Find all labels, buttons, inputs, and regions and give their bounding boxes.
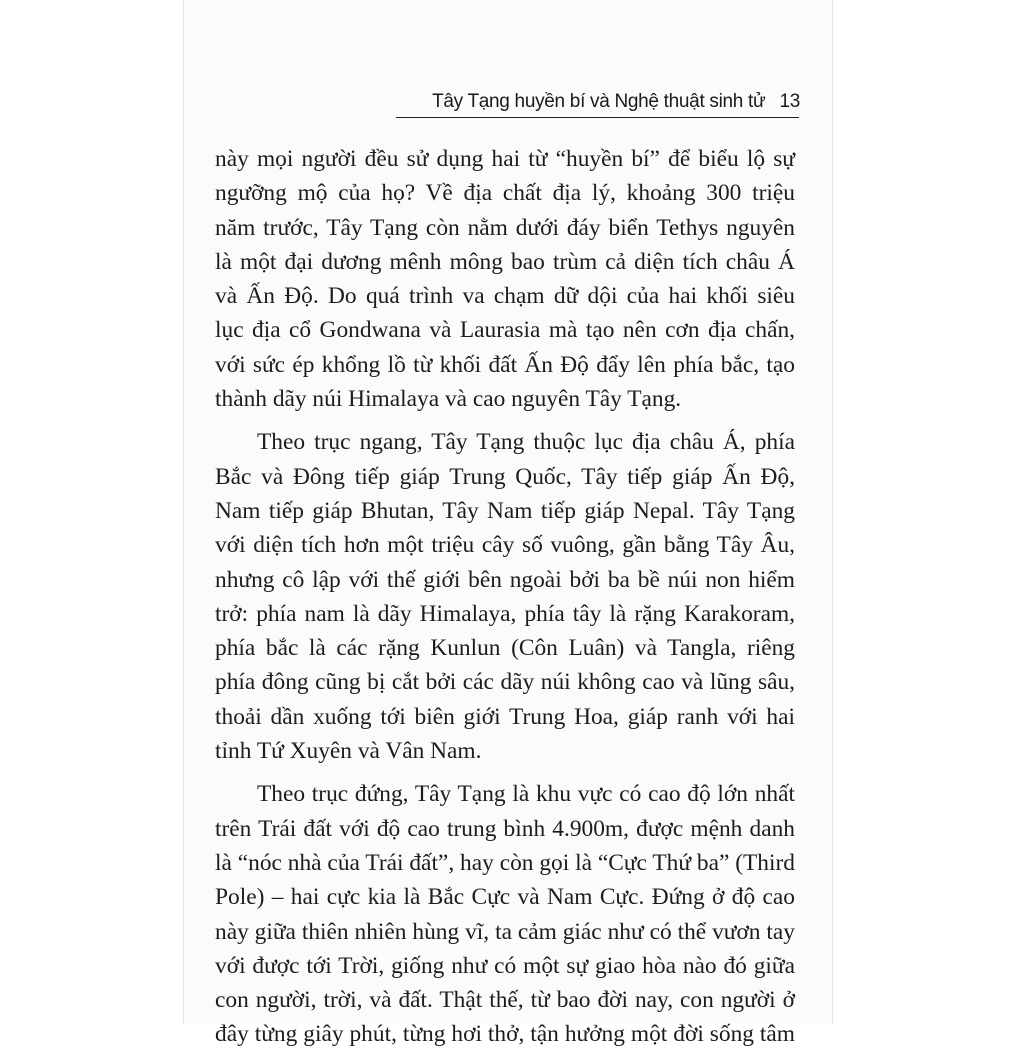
text-line: đây từng giây phút, từng hơi thở, tận hưởng một đời sống tâm: [215, 1021, 795, 1048]
text-line: thành dãy núi Himalaya và cao nguyên Tây Tạng.: [215, 386, 682, 413]
text-line: với sức ép khổng lồ từ khối đất Ấn Độ đẩy lên phía bắc, tạo: [215, 351, 795, 378]
text-line: với được tới Trời, giống như có một sự giao hòa nào đó giữa: [215, 952, 795, 979]
paragraph: [215, 777, 795, 1051]
text-line: Pole) – hai cực kia là Bắc Cực và Nam Cực. Đứng ở độ cao: [215, 884, 795, 911]
text-line: trở: phía nam là dãy Himalaya, phía tây là rặng Karakoram,: [215, 600, 795, 627]
text-line: và Ấn Độ. Do quá trình va chạm dữ dội của hai khối siêu: [215, 283, 795, 310]
page-number: 13: [779, 91, 800, 112]
paragraph: [215, 142, 795, 416]
text-line: lục địa cổ Gondwana và Laurasia mà tạo nên cơn địa chấn,: [215, 317, 795, 344]
text-line: nhưng cô lập với thế giới bên ngoài bởi ba bề núi non hiểm: [215, 566, 795, 593]
text-line: phía bắc là các rặng Kunlun (Côn Luân) và Tangla, riêng: [215, 635, 795, 662]
text-line: con người, trời, và đất. Thật thế, từ bao đời nay, con người ở: [215, 987, 795, 1014]
text-line: ngưỡng mộ của họ? Về địa chất địa lý, khoảng 300 triệu: [215, 180, 795, 207]
body-text: [215, 142, 795, 1052]
text-line: tỉnh Tứ Xuyên và Vân Nam.: [215, 738, 482, 765]
book-title: Tây Tạng huyền bí và Nghệ thuật sinh tử: [432, 91, 766, 112]
text-line: Theo trục đứng, Tây Tạng là khu vực có cao độ lớn nhất: [257, 781, 795, 808]
text-line: phía đông cũng bị cắt bởi các dãy núi không cao và lũng sâu,: [215, 669, 795, 696]
paragraph: [215, 425, 795, 768]
text-line: thoải dần xuống tới biên giới Trung Hoa, giáp ranh với hai: [215, 703, 795, 730]
text-line: này mọi người đều sử dụng hai từ “huyền bí” để biểu lộ sự: [215, 146, 795, 172]
text-line: với diện tích hơn một triệu cây số vuông, gần bằng Tây Âu,: [215, 532, 795, 559]
text-line: Theo trục ngang, Tây Tạng thuộc lục địa châu Á, phía: [257, 429, 795, 456]
text-line: năm trước, Tây Tạng còn nằm dưới đáy biển Tethys nguyên: [215, 214, 795, 241]
text-line: này giữa thiên nhiên hùng vĩ, ta cảm giác như có thể vươn tay: [215, 918, 795, 945]
text-line: Bắc và Đông tiếp giáp Trung Quốc, Tây tiếp giáp Ấn Độ,: [215, 463, 795, 490]
running-header: [240, 88, 800, 116]
header-rule: [396, 117, 799, 118]
text-line: là một đại dương mênh mông bao trùm cả diện tích châu Á: [215, 248, 795, 275]
text-line: trên Trái đất với độ cao trung bình 4.900m, được mệnh danh: [215, 815, 795, 842]
text-line: Nam tiếp giáp Bhutan, Tây Nam tiếp giáp Nepal. Tây Tạng: [215, 497, 795, 524]
text-line: là “nóc nhà của Trái đất”, hay còn gọi là “Cực Thứ ba” (Third: [215, 849, 795, 876]
